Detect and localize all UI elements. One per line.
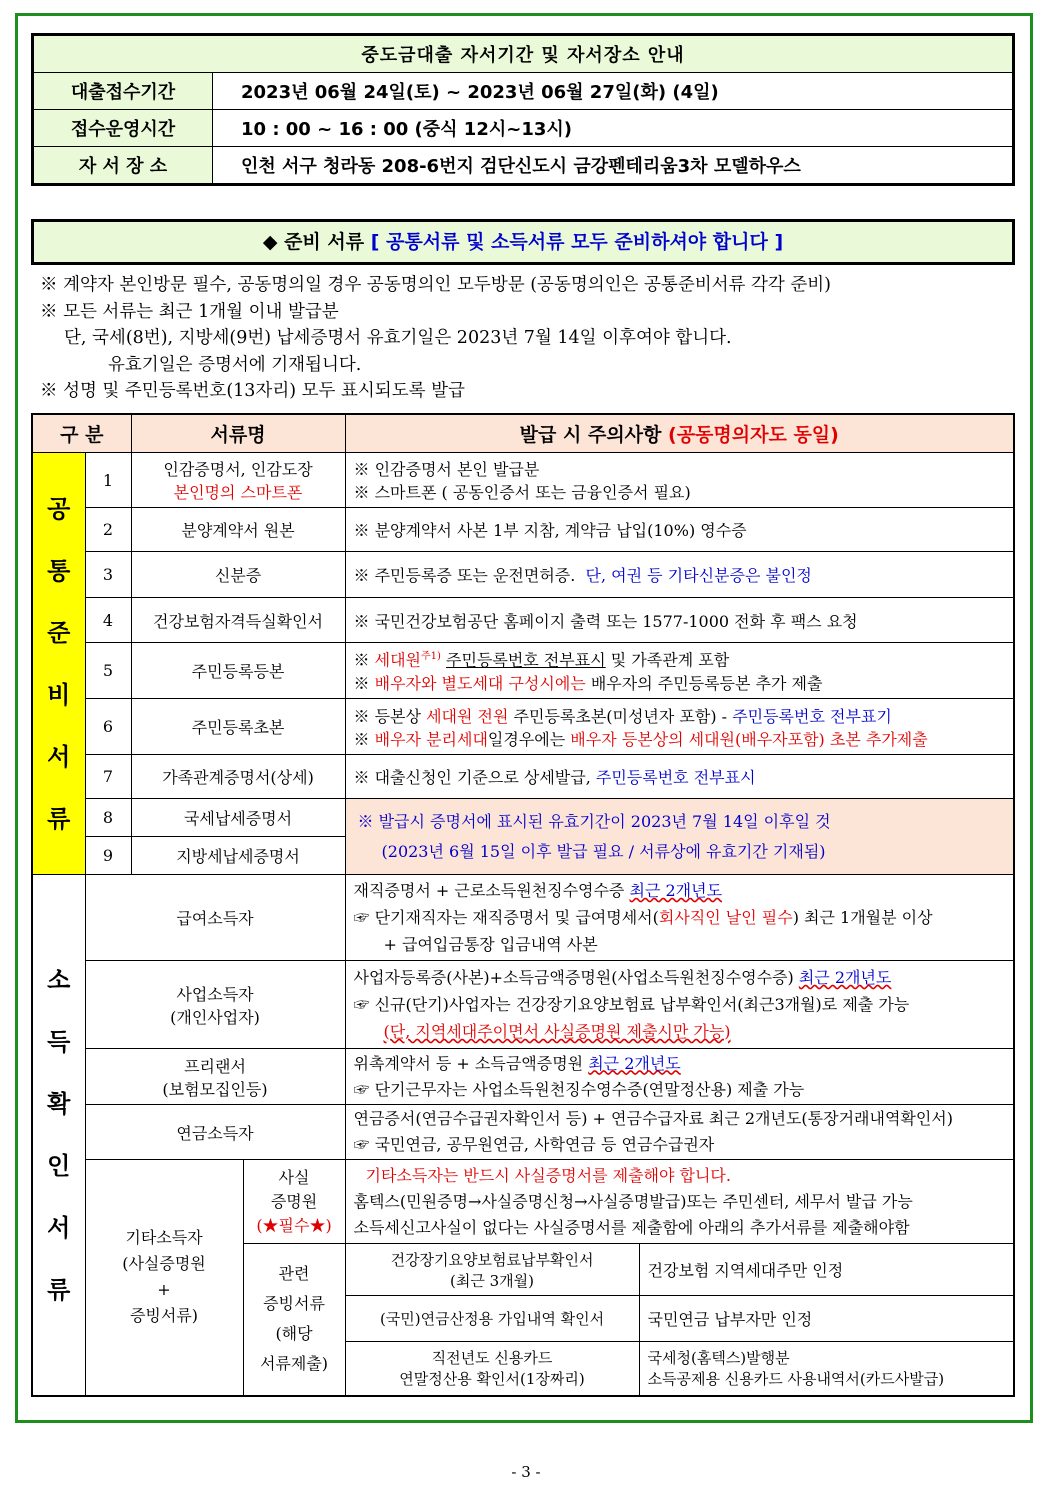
common-docs-label: 공 통 준 비 서 류 xyxy=(32,453,85,875)
caution-resident-abstract: ※ 등본상 세대원 전원 주민등록초본(미성년자 포함) - 주민등록번호 전부표기 ※ 배우자 분리세대일경우에는 배우자 등본상의 세대원(배우자포함) 초본 추가제출 xyxy=(345,699,1014,755)
caution-family: ※ 대출신청인 기준으로 상세발급, 주민등록번호 전부표시 xyxy=(345,755,1014,799)
related-doc-pension: (국민)연금산정용 가입내역 확인서 xyxy=(345,1296,639,1342)
notes-block xyxy=(40,272,831,405)
documents-table xyxy=(31,413,1015,1397)
caution-resident-copy: ※ 세대원$^{주1)}$ 주민등록번호 전부표시 및 가족관계 포함 ※ 배우자와 별도세대 구성시에는 배우자의 주민등록등본 추가 제출 xyxy=(345,643,1014,699)
related-doc-health: 건강장기요양보험료납부확인서 (최근 3개월) xyxy=(345,1244,639,1296)
income-docs-label: 소 득 확 인 서 류 xyxy=(32,875,85,1396)
fact-certificate-label: 사실 증명원 (★필수★) xyxy=(243,1160,345,1244)
income-type-freelancer: 프리랜서 (보험모집인등) xyxy=(85,1049,345,1105)
related-doc-card: 직전년도 신용카드 연말정산용 확인서(1장짜리) xyxy=(345,1342,639,1396)
doc-name-health: 건강보험자격득실확인서 xyxy=(131,598,345,643)
schedule-table xyxy=(31,33,1015,186)
doc-name-seal: 인감증명서, 인감도장 본인명의 스마트폰 xyxy=(131,453,345,508)
fact-certificate-desc: 기타소득자는 반드시 사실증명서를 제출해야 합니다. 홈텍스(민원증명→사실증명신청→사실증명발급)또는 주민센터, 세무서 발급 가능 소득세신고사실이 없다는 사실증명서를 제출함에 아래의 추가서류를 제출해야함 xyxy=(345,1160,1014,1244)
documents-header-highlight: [ 공통서류 및 소득서류 모두 준비하셔야 합니다 ] xyxy=(370,231,784,253)
documents-header-title: ◆ 준비 서류 xyxy=(262,231,365,253)
schedule-value-period: 2023년 06월 24일(토) ~ 2023년 06월 27일(화) (4일) xyxy=(213,73,1014,110)
row-number: 4 xyxy=(85,598,131,643)
doc-name-local-tax: 지방세납세증명서 xyxy=(131,837,345,875)
doc-name-resident-abstract: 주민등록초본 xyxy=(131,699,345,755)
note-2: ※ 모든 서류는 최근 1개월 이내 발급분 xyxy=(40,301,339,322)
schedule-label-place: 자 서 장 소 xyxy=(33,147,213,185)
related-doc-card-note: 국세청(홈텍스)발행분 소득공제용 신용카드 사용내역서(카드사발급) xyxy=(639,1342,1014,1396)
caution-seal: ※ 인감증명서 본인 발급분 ※ 스마트폰 ( 공동인증서 또는 금융인증서 필요) xyxy=(345,453,1014,508)
row-number: 7 xyxy=(85,755,131,799)
caution-health: ※ 국민건강보험공단 홈페이지 출력 또는 1577-1000 전화 후 팩스 요청 xyxy=(345,598,1014,643)
note-4: 유효기일은 증명서에 기재됩니다. xyxy=(108,354,362,375)
doc-name-resident-copy: 주민등록등본 xyxy=(131,643,345,699)
related-docs-label: 관련 증빙서류 (해당 서류제출) xyxy=(243,1244,345,1396)
income-type-pension: 연금소득자 xyxy=(85,1105,345,1160)
header-category: 구 분 xyxy=(32,414,131,453)
row-number: 9 xyxy=(85,837,131,875)
schedule-value-place: 인천 서구 청라동 208-6번지 검단신도시 금강펜테리움3차 모델하우스 xyxy=(213,147,1014,185)
note-1: ※ 계약자 본인방문 필수, 공동명의일 경우 공동명의인 모두방문 (공동명의인은 공통준비서류 각각 준비) xyxy=(40,275,832,295)
income-docs-business: 사업자등록증(사본)+소득금액증명원(사업소득원천징수영수증) 최근 2개년도 ☞ 신규(단기)사업자는 건강장기요양보험료 납부확인서(최근3개월)로 제출 가능 (단, 지역세대주이면서 사실증명원 제출시만 가능) xyxy=(345,961,1014,1049)
doc-name-family: 가족관계증명서(상세) xyxy=(131,755,345,799)
caution-id: ※ 주민등록증 또는 운전면허증. 단, 여권 등 기타신분증은 불인정 xyxy=(345,552,1014,598)
income-type-business: 사업소득자 (개인사업자) xyxy=(85,961,345,1049)
row-number: 3 xyxy=(85,552,131,598)
income-type-salary: 급여소득자 xyxy=(85,875,345,961)
note-3: 단, 국세(8번), 지방세(9번) 납세증명서 유효기일은 2023년 7월 14일 이후여야 합니다. xyxy=(64,328,732,348)
page-number: - 3 - xyxy=(511,1463,541,1481)
doc-name-national-tax: 국세납세증명서 xyxy=(131,799,345,837)
row-number: 5 xyxy=(85,643,131,699)
documents-header xyxy=(31,219,1015,265)
row-number: 2 xyxy=(85,508,131,552)
schedule-label-hours: 접수운영시간 xyxy=(33,110,213,147)
row-number: 8 xyxy=(85,799,131,837)
note-5: ※ 성명 및 주민등록번호(13자리) 모두 표시되도록 발급 xyxy=(40,381,465,401)
doc-name-contract: 분양계약서 원본 xyxy=(131,508,345,552)
caution-contract: ※ 분양계약서 사본 1부 지참, 계약금 납입(10%) 영수증 xyxy=(345,508,1014,552)
schedule-label-period: 대출접수기간 xyxy=(33,73,213,110)
caution-tax: ※ 발급시 증명서에 표시된 유효기간이 2023년 7월 14일 이후일 것 (2023년 6월 15일 이후 발급 필요 / 서류상에 유효기간 기재됨) xyxy=(345,799,1014,875)
related-doc-health-note: 건강보험 지역세대주만 인정 xyxy=(639,1244,1014,1296)
doc-name-id: 신분증 xyxy=(131,552,345,598)
income-docs-salary: 재직증명서 + 근로소득원천징수영수증 최근 2개년도 ☞ 단기재직자는 재직증명서 및 급여명세서(회사직인 날인 필수) 최근 1개월분 이상 + 급여입금통장 입금내역 사본 xyxy=(345,875,1014,961)
income-docs-pension: 연금증서(연금수급권자확인서 등) + 연금수급자료 최근 2개년도(통장거래내역확인서) ☞ 국민연금, 공무원연금, 사학연금 등 연금수급권자 xyxy=(345,1105,1014,1160)
row-number: 6 xyxy=(85,699,131,755)
header-caution: 발급 시 주의사항 (공동명의자도 동일) xyxy=(345,414,1014,453)
related-doc-pension-note: 국민연금 납부자만 인정 xyxy=(639,1296,1014,1342)
row-number: 1 xyxy=(85,453,131,508)
income-docs-freelancer: 위촉계약서 등 + 소득금액증명원 최근 2개년도 ☞ 단기근무자는 사업소득원천징수영수증(연말정산용) 제출 가능 xyxy=(345,1049,1014,1105)
income-type-other: 기타소득자 (사실증명원 + 증빙서류) xyxy=(85,1160,243,1396)
schedule-value-hours: 10 : 00 ~ 16 : 00 (중식 12시~13시) xyxy=(213,110,1014,147)
header-docname: 서류명 xyxy=(131,414,345,453)
schedule-title: 중도금대출 자서기간 및 자서장소 안내 xyxy=(33,35,1014,73)
